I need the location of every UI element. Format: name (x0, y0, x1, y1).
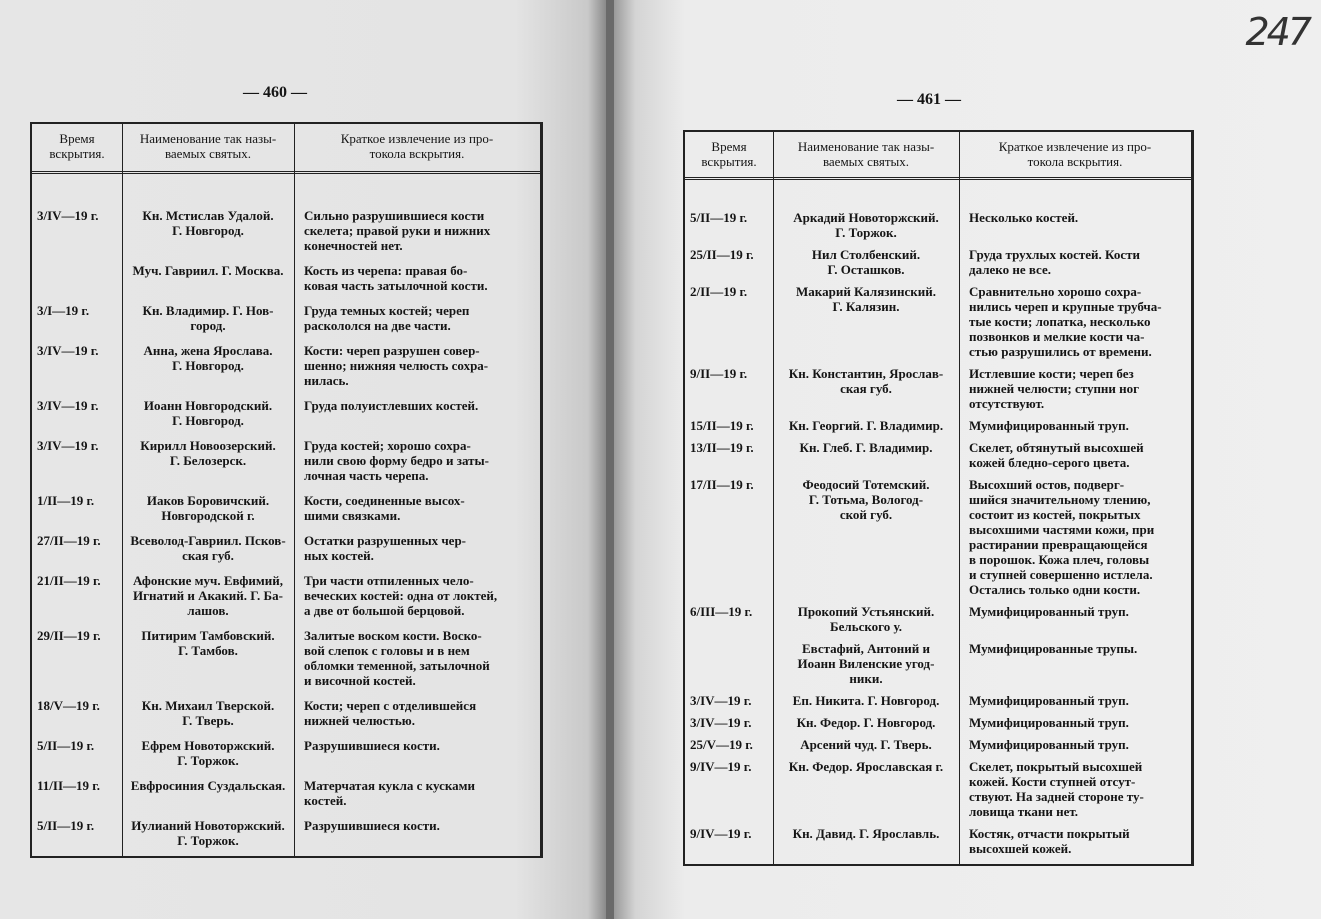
row-autopsy-extract: Остатки разрушенных чер- ных костей. (304, 533, 467, 563)
table-header (685, 132, 1191, 180)
row-saint-name: Макарий Калязинский. Г. Калязин. (796, 284, 936, 314)
table-row (685, 826, 1191, 856)
header-name: Наименование так назы- ваемых святых. (797, 139, 935, 169)
row-autopsy-extract: Сравнительно хорошо сохра- нились череп и крупные трубча- тые кости; лопатка, несколько позвонков и мелкие кости ча- стью разрушились от времени. (969, 284, 1162, 359)
table-body (32, 174, 540, 848)
column-divider (773, 132, 774, 864)
table-row (32, 398, 540, 428)
row-autopsy-extract: Кости: череп разрушен совер- шенно; нижняя челюсть сохра- нилась. (304, 343, 489, 388)
row-autopsy-extract: Мумифицированный труп. (969, 693, 1129, 708)
row-saint-name: Кн. Владимир. Г. Нов- город. (142, 303, 274, 333)
header-extract: Краткое извлечение из про- токола вскрытия. (340, 131, 494, 161)
row-autopsy-extract: Мумифицированные трупы. (969, 641, 1138, 656)
row-date: 9/IV—19 г. (690, 759, 752, 774)
row-autopsy-extract: Кости; череп с отделившейся нижней челюстью. (304, 698, 477, 728)
row-saint-name: Иаков Боровичский. Новгородской г. (146, 493, 270, 523)
row-date: 3/I—19 г. (37, 303, 90, 318)
table-row (32, 698, 540, 728)
table-row (32, 818, 540, 848)
row-saint-name: Всеволод-Гавриил. Псков- ская губ. (130, 533, 286, 563)
table-row (32, 208, 540, 253)
table-row (32, 573, 540, 618)
row-saint-name: Анна, жена Ярослава. Г. Новгород. (143, 343, 273, 373)
row-date: 21/II—19 г. (37, 573, 101, 588)
row-date: 2/II—19 г. (690, 284, 748, 299)
row-saint-name: Нил Столбенский. Г. Осташков. (811, 247, 921, 277)
row-date: 9/IV—19 г. (690, 826, 752, 841)
table-header (32, 124, 540, 174)
row-date: 3/IV—19 г. (37, 343, 99, 358)
table-row (32, 493, 540, 523)
header-time: Время вскрытия. (701, 139, 757, 169)
row-autopsy-extract: Костяк, отчасти покрытый высохшей кожей. (969, 826, 1130, 856)
row-saint-name: Кн. Георгий. Г. Владимир. (788, 418, 944, 433)
row-saint-name: Евфросиния Суздальская. (130, 778, 286, 793)
table-row (685, 418, 1191, 433)
page-number: — 460 — (243, 84, 307, 101)
row-autopsy-extract: Мумифицированный труп. (969, 604, 1129, 619)
book-gutter (606, 0, 614, 919)
page-number: — 461 — (897, 91, 961, 108)
column-divider (122, 124, 123, 856)
row-autopsy-extract: Матерчатая кукла с кусками костей. (304, 778, 475, 808)
table-row (685, 759, 1191, 819)
table-row (32, 438, 540, 483)
row-saint-name: Прокопий Устьянский. Бельского у. (797, 604, 935, 634)
table-row (685, 641, 1191, 686)
row-date: 9/II—19 г. (690, 366, 748, 381)
row-autopsy-extract: Кость из черепа: правая бо- ковая часть затылочной кости. (304, 263, 488, 293)
row-saint-name: Арсений чуд. Г. Тверь. (800, 737, 932, 752)
row-date: 6/III—19 г. (690, 604, 753, 619)
row-saint-name: Кирилл Новоозерский. Г. Белозерск. (140, 438, 276, 468)
row-saint-name: Кн. Глеб. Г. Владимир. (799, 440, 933, 455)
row-saint-name: Евстафий, Антоний и Иоанн Виленские угод- ники. (797, 641, 935, 686)
row-autopsy-extract: Мумифицированный труп. (969, 418, 1129, 433)
table-row (685, 604, 1191, 634)
row-date: 13/II—19 г. (690, 440, 754, 455)
row-date: 3/IV—19 г. (690, 715, 752, 730)
row-date: 3/IV—19 г. (37, 398, 99, 413)
row-date: 3/IV—19 г. (37, 208, 99, 223)
row-saint-name: Аркадий Новоторжский. Г. Торжок. (793, 210, 939, 240)
row-date: 15/II—19 г. (690, 418, 754, 433)
row-date: 25/II—19 г. (690, 247, 754, 262)
table-row (685, 477, 1191, 597)
header-name: Наименование так назы- ваемых святых. (139, 131, 277, 161)
row-autopsy-extract: Скелет, обтянутый высохшей кожей бледно-серого цвета. (969, 440, 1144, 470)
table-row (685, 366, 1191, 411)
row-date: 5/II—19 г. (37, 738, 95, 753)
row-autopsy-extract: Мумифицированный труп. (969, 737, 1129, 752)
row-saint-name: Еп. Никита. Г. Новгород. (792, 693, 940, 708)
row-autopsy-extract: Сильно разрушившиеся кости скелета; правой руки и нижних конечностей нет. (304, 208, 491, 253)
row-autopsy-extract: Груда темных костей; череп раскололся на две части. (304, 303, 470, 333)
autopsy-table-left (30, 122, 543, 858)
row-date: 5/II—19 г. (37, 818, 95, 833)
table-row (685, 210, 1191, 240)
column-divider (294, 124, 295, 856)
row-saint-name: Питирим Тамбовский. Г. Тамбов. (141, 628, 275, 658)
row-saint-name: Кн. Михаил Тверской. Г. Тверь. (141, 698, 275, 728)
table-body (685, 180, 1191, 856)
handwritten-number: 247 (1245, 10, 1309, 54)
row-date: 11/II—19 г. (37, 778, 100, 793)
autopsy-table-right (683, 130, 1194, 866)
table-row (32, 533, 540, 563)
row-autopsy-extract: Высохший остов, подверг- шийся значительному тлению, состоит из костей, покрытых высохшими частями кожи, при растирании превращающейся в порошок. Кожа плеч, головы и ступней совершенно истлела. Остались только одни кости. (969, 477, 1155, 597)
table-row (685, 247, 1191, 277)
row-autopsy-extract: Груда полуистлевших костей. (304, 398, 479, 413)
table-row (32, 738, 540, 768)
row-autopsy-extract: Груда костей; хорошо сохра- нили свою форму бедро и заты- лочная часть черепа. (304, 438, 490, 483)
row-saint-name: Феодосий Тотемский. Г. Тотьма, Вологод- ской губ. (802, 477, 930, 522)
table-row (685, 693, 1191, 708)
row-autopsy-extract: Мумифицированный труп. (969, 715, 1129, 730)
table-row (32, 628, 540, 688)
row-saint-name: Ефрем Новоторжский. Г. Торжок. (141, 738, 275, 768)
row-date: 5/II—19 г. (690, 210, 748, 225)
row-autopsy-extract: Скелет, покрытый высохшей кожей. Кости ступней отсут- ствуют. На задней стороне ту- ловища ткани нет. (969, 759, 1144, 819)
row-saint-name: Иулианий Новоторжский. Г. Торжок. (131, 818, 285, 848)
row-saint-name: Кн. Мстислав Удалой. Г. Новгород. (142, 208, 274, 238)
row-date: 3/IV—19 г. (37, 438, 99, 453)
row-date: 27/II—19 г. (37, 533, 101, 548)
row-saint-name: Кн. Давид. Г. Ярославль. (792, 826, 940, 841)
row-date: 18/V—19 г. (37, 698, 100, 713)
row-autopsy-extract: Разрушившиеся кости. (304, 738, 440, 753)
row-date: 29/II—19 г. (37, 628, 101, 643)
row-saint-name: Афонские муч. Евфимий, Игнатий и Акакий. Г. Ба- лашов. (132, 573, 284, 618)
table-row (32, 778, 540, 808)
row-autopsy-extract: Несколько костей. (969, 210, 1079, 225)
row-autopsy-extract: Кости, соединенные высох- шими связками. (304, 493, 465, 523)
row-saint-name: Муч. Гавриил. Г. Москва. (132, 263, 284, 278)
column-divider (959, 132, 960, 864)
row-saint-name: Кн. Федор. Г. Новгород. (796, 715, 936, 730)
row-autopsy-extract: Три части отпиленных чело- веческих костей: одна от локтей, а две от большой берцовой. (304, 573, 498, 618)
right-page (614, 0, 1321, 919)
header-extract: Краткое извлечение из про- токола вскрытия. (998, 139, 1152, 169)
row-autopsy-extract: Залитые воском кости. Воско- вой слепок с головы и в нем обломки теменной, затылочной и височной костей. (304, 628, 490, 688)
table-row (685, 737, 1191, 752)
left-page (0, 0, 606, 919)
table-row (685, 715, 1191, 730)
row-autopsy-extract: Истлевшие кости; череп без нижней челюсти; ступни ног отсутствуют. (969, 366, 1140, 411)
header-time: Время вскрытия. (49, 131, 105, 161)
table-row (32, 263, 540, 293)
table-row (32, 343, 540, 388)
row-date: 17/II—19 г. (690, 477, 754, 492)
row-autopsy-extract: Разрушившиеся кости. (304, 818, 440, 833)
table-row (32, 303, 540, 333)
row-date: 3/IV—19 г. (690, 693, 752, 708)
table-row (685, 284, 1191, 359)
table-row (685, 440, 1191, 470)
row-date: 1/II—19 г. (37, 493, 95, 508)
row-autopsy-extract: Груда трухлых костей. Кости далеко не все. (969, 247, 1140, 277)
row-saint-name: Кн. Константин, Ярослав- ская губ. (788, 366, 944, 396)
row-saint-name: Кн. Федор. Ярославская г. (788, 759, 944, 774)
row-saint-name: Иоанн Новгородский. Г. Новгород. (143, 398, 273, 428)
row-date: 25/V—19 г. (690, 737, 753, 752)
